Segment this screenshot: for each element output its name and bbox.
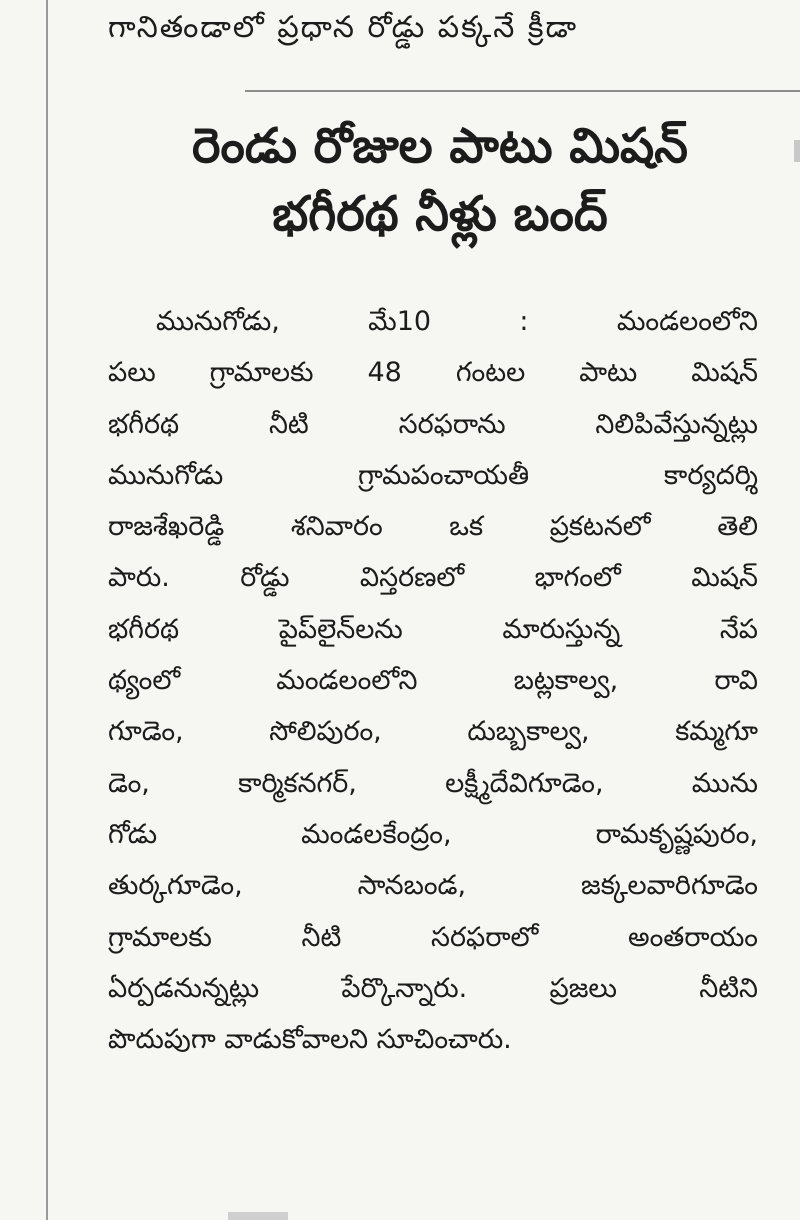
body-line: మునుగోడు, మే10 : మండలంలోని	[156, 306, 758, 337]
adjacent-column-edge	[794, 140, 800, 162]
body-line: గ్రామాలకు నీటి సరఫరాలో అంతరాయం	[108, 921, 758, 953]
body-line: గోడు మండలకేంద్రం, రామకృష్ణపురం,	[108, 818, 758, 850]
next-line-fragment	[228, 1212, 288, 1220]
body-line: థ్యంలో మండలంలోని బట్లకాల్వ, రావి	[108, 665, 758, 697]
article-headline	[95, 112, 785, 248]
headline-line-2: భగీరథ నీళ్లు బంద్	[272, 186, 608, 242]
body-line: భగీరథ నీటి సరఫరాను నిలిపివేస్తున్నట్లు	[108, 408, 758, 440]
article-separator	[245, 90, 800, 92]
body-line: పారు. రోడ్డు విస్తరణలో భాగంలో మిషన్	[108, 562, 758, 594]
body-line: మునుగోడు గ్రామపంచాయతీ కార్యదర్శి	[108, 459, 758, 491]
column-divider	[46, 0, 48, 1220]
previous-article-tail: గానితండాలో ప్రధాన రోడ్డు పక్కనే క్రీడా	[108, 10, 579, 45]
body-line: ఏర్పడనున్నట్లు పేర్కొన్నారు. ప్రజలు నీటిని	[108, 972, 758, 1004]
body-line: పలు గ్రామాలకు 48 గంటల పాటు మిషన్	[108, 357, 758, 389]
headline-line-1: రెండు రోజుల పాటు మిషన్	[192, 118, 688, 174]
body-line: భగీరథ పైప్‌లైన్‌లను మారుస్తున్న నేప	[108, 613, 758, 645]
body-line: తుర్కగూడెం, సానబండ, జక్కలవారిగూడెం	[108, 870, 758, 902]
body-line: డెం, కార్మికనగర్, లక్ష్మీదేవిగూడెం, మును	[108, 767, 758, 799]
body-line: గూడెం, సోలిపురం, దుబ్బకాల్వ, కమ్మగూ	[108, 716, 758, 748]
article-body	[108, 296, 758, 1065]
body-line: రాజశేఖరెడ్డి శనివారం ఒక ప్రకటనలో తెలి	[108, 511, 758, 543]
body-line: పొదుపుగా వాడుకోవాలని సూచించారు.	[108, 1024, 512, 1056]
